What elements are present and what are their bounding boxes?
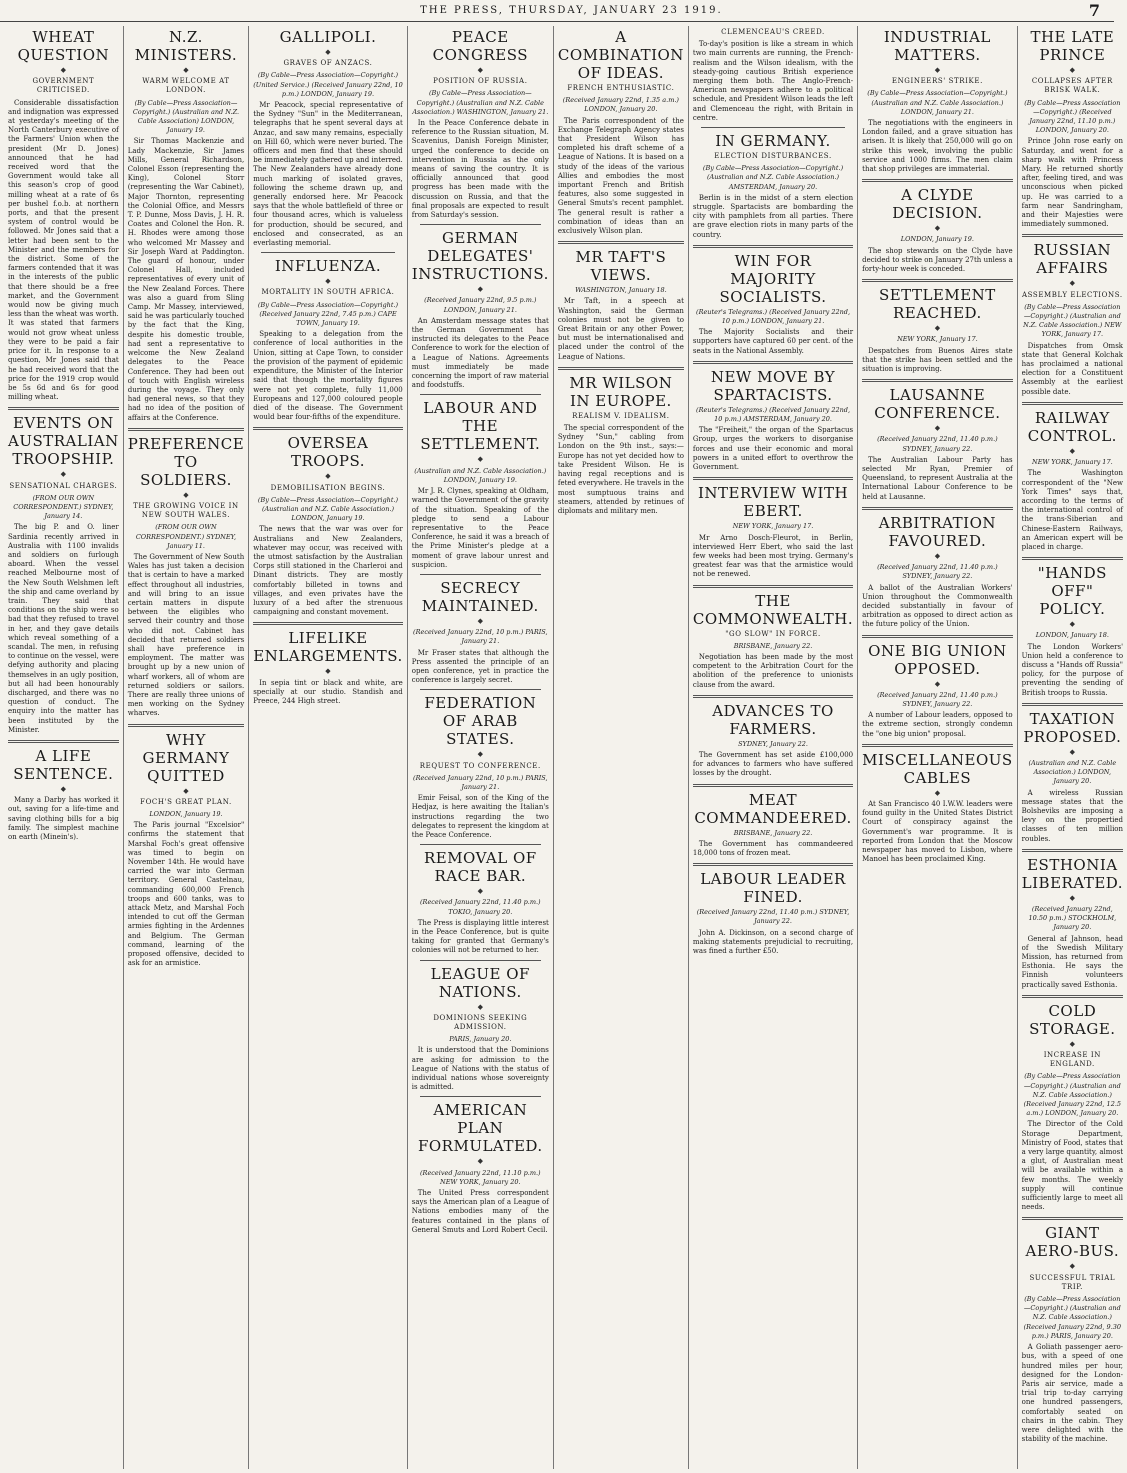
newspaper-column xyxy=(408,26,554,1469)
ornament-divider: ◆ xyxy=(934,424,941,433)
ornament-divider: ◆ xyxy=(325,472,331,481)
article-body: It is understood that the Dominions are asking for admission to the League of Nations with the status of individual nations whose sovereignty is admitted. xyxy=(411,1046,549,1092)
ornament-divider: ◆ xyxy=(934,224,941,233)
article-subhead: INCREASE IN ENGLAND. xyxy=(1043,1051,1101,1069)
ornament-divider: ◆ xyxy=(477,616,483,625)
article-divider xyxy=(8,407,119,410)
article-divider xyxy=(420,960,541,961)
article-headline: IN GERMANY. xyxy=(715,132,831,151)
article-divider xyxy=(1022,402,1123,405)
article-dateline: (By Cable—Press Association—Copyright.) (Australian and N.Z. Cable Association.) NEW YORK, January 17. xyxy=(1023,302,1122,339)
ornament-divider: ◆ xyxy=(1069,66,1076,74)
article-body: In the Peace Conference debate in reference to the Russian situation, M. Scavenius, Danish Foreign Minister, urged the conference to decide on intervention in Russia as the only means of saving the country. It is officially announced that good progress has been made with the discussion on Russia, and that the final proposals are expected to result from Saturday's session. xyxy=(411,119,549,220)
article-headline: RUSSIAN AFFAIRS xyxy=(1033,241,1112,278)
article-dateline: NEW YORK, January 17. xyxy=(732,522,814,531)
article xyxy=(128,724,245,969)
article-divider xyxy=(693,585,853,588)
article-divider xyxy=(261,252,395,253)
article-headline: LEAGUE OF NATIONS. xyxy=(430,964,530,1001)
article xyxy=(693,361,853,472)
article-divider xyxy=(420,574,541,575)
article-divider xyxy=(420,1096,541,1097)
article-body: Mr J. R. Clynes, speaking at Oldham, warned the Government of the gravity of the situation. Speaking of the pledge to send a Labour representative to the Peace Conference, he said it was a breach of the Prime Minister's pledge at a moment of grave labour unrest and suspicion. xyxy=(411,487,549,569)
article-subhead: THE GROWING VOICE IN NEW SOUTH WALES. xyxy=(133,501,239,520)
article-dateline: (By Cable—Press Association—Copyright.) (Australian and N.Z. Cable Association.) WASHINGTON, January 21. xyxy=(412,89,549,116)
article-headline: AMERICAN PLAN FORMULATED. xyxy=(417,1101,543,1156)
article xyxy=(1022,402,1123,552)
article-body: John A. Dickinson, on a second charge of making statements prejudicial to recruiting, was fined a further £50. xyxy=(692,928,854,955)
article-headline: LABOUR LEADER FINED. xyxy=(700,870,846,907)
newspaper-column xyxy=(249,26,408,1469)
ornament-divider: ◆ xyxy=(1069,1262,1076,1271)
article-headline: LAUSANNE CONFERENCE. xyxy=(874,386,1001,423)
article-body: The big P. and O. liner Sardinia recently arrived in Australia with 1100 invalids and soldiers on furlough aboard. When the vessel reached Melbourne most of the New South Welshmen left the ship and came overland by train. They said that conditions on the ship were so bad that they refused to travel in her, and they gave details which reveal something of a scandal. The men, in refusing to continue on the vessel, were defying authority and placing themselves in an ugly position, but all had been honourably discharged, and there was no question of conduct. The enquiry into the matter has been instituted by the Minister. xyxy=(8,523,119,734)
article-headline: SETTLEMENT REACHED. xyxy=(878,286,996,323)
article-divider xyxy=(8,740,119,743)
article-body: A Goliath passenger aero-bus, with a speed of one hundred miles per hour, designed for the London-Paris air service, made a trial trip to-day carrying one hundred passengers, comfortably seated on chairs in the cabin. They were delighted with the stability of the machine. xyxy=(1021,1343,1124,1444)
article-body: The Government has set aside £100,000 for advances to farmers who have suffered losses by the drought. xyxy=(692,750,854,778)
article-divider xyxy=(1022,1217,1123,1220)
article-dateline: (By Cable—Press Association—Copyright.) (Australian and N.Z. Cable Association.) LONDON, January 19. xyxy=(257,495,399,523)
ornament-divider: ◆ xyxy=(1069,620,1076,629)
article xyxy=(693,695,853,779)
ornament-divider: ◆ xyxy=(60,785,67,793)
ornament-divider: ◆ xyxy=(183,490,189,499)
article-body: Mr Peacock, special representative of the Sydney "Sun" in the Mediterranean, telegraphs that he spent several days at Anzac, and saw many remains, especially on Hill 60, which were never buried. The officers and men find that these should be immediately gathered up and interred. The New Zealanders have already done much marking of isolated graves, following the scheme drawn up, and generally endorsed here. Mr Peacock says that the whole battlefield of three or four thousand acres, which is valueless for production, should be secured, and enclosed and consecrated, as an everlasting memorial. xyxy=(253,101,403,248)
article-divider xyxy=(862,507,1013,510)
article-body: The London Workers' Union held a conference to discuss a "Hands off Russia" policy, for the purpose of preventing the sending of British troops to Russia. xyxy=(1021,642,1124,697)
article-dateline: NEW YORK, January 17. xyxy=(897,335,978,344)
ornament-divider: ◆ xyxy=(477,887,483,896)
article-headline: REMOVAL OF RACE BAR. xyxy=(423,849,537,886)
article xyxy=(693,127,853,240)
article-dateline: LONDON, January 19. xyxy=(149,810,223,818)
newspaper-column xyxy=(689,26,858,1469)
article-body: The Australian Labour Party has selected Mr Ryan, Premier of Queensland, to represent Australia at the International Labour Conference to be held at Lausanne. xyxy=(862,455,1013,501)
article xyxy=(862,28,1013,174)
article xyxy=(693,245,853,356)
article-headline: THE COMMONWEALTH. xyxy=(692,591,854,628)
article-headline: PREFERENCE TO SOLDIERS. xyxy=(127,434,245,489)
article-dateline: LONDON, January 18. xyxy=(1035,631,1109,640)
article-dateline: (Received January 22nd, 11.40 p.m.) SYDNEY, January 22. xyxy=(877,690,998,708)
article-body: At San Francisco 40 I.W.W. leaders were found guilty in the United States District Court of conspiracy against the Government's war programme. It is reported from London that the Moscow newspaper has moved to Lisbon, where Manoel has been proclaimed King. xyxy=(862,799,1013,864)
ornament-divider: ◆ xyxy=(477,66,483,74)
article-body: The Press is displaying little interest in the Peace Conference, but is quite taking for granted that Germany's colonies will not be returned to her. xyxy=(411,918,549,955)
article-body: The Washington correspondent of the "New York Times" says that, according to the terms of the international control of the trans-Siberian and Chinese-Eastern Railways, an American expert will be placed in charge. xyxy=(1021,469,1124,551)
article xyxy=(862,507,1013,630)
article-body: Considerable dissatisfaction and indignation was expressed at yesterday's meeting of the North Canterbury executive of the Farmers' Union when the president (Mr D. Jones) announced that he had received word that the Government would take all this season's crop of good milling wheat at a rate of 6s per bushel f.o.b. at northern ports, and that the present system of control would be followed. Mr Jones said that a letter had been sent to the Minister and the members for the district. Some of the farmers contended that it was in the interests of the public that there should be a free market, and the Government would now be giving much less than the wheat was worth. It was stated that farmers would not grow wheat unless they were to be paid a fair price for it. In response to a question, Mr Jones said that he had received word that the price for the 1919 crop would be 5s 6d and 6s for good milling wheat. xyxy=(8,98,119,402)
article-divider xyxy=(558,367,684,370)
article-divider xyxy=(128,724,245,727)
article-dateline: (Received January 22nd, 9.5 p.m.) LONDON, January 21. xyxy=(424,296,537,314)
ornament-divider: ◆ xyxy=(934,324,941,333)
article-divider xyxy=(693,863,853,866)
article xyxy=(693,863,853,956)
article-headline: LIFELIKE ENLARGEMENTS. xyxy=(253,629,403,666)
article-divider xyxy=(862,635,1013,638)
ornament-divider: ◆ xyxy=(60,470,67,479)
ornament-divider: ◆ xyxy=(934,679,941,688)
article-headline: WHY GERMANY QUITTED xyxy=(142,730,230,785)
article-divider xyxy=(693,477,853,480)
article xyxy=(253,28,403,248)
article xyxy=(1022,28,1123,229)
article-divider xyxy=(1022,557,1123,560)
article-body: Mr Taft, in a speech at Washington, said the German colonies must not be given to Great Britain or any other Power, but must be internationalised and placed under the control of the League of Nations. xyxy=(557,297,684,361)
article-divider xyxy=(420,224,541,225)
article xyxy=(693,477,853,579)
article-headline: OVERSEA TROOPS. xyxy=(287,434,369,471)
article-body: The news that the war was over for Australians and New Zealanders, whatever may occur, was received with the utmost satisfaction by the Australian Corps still stationed in the Charleroi and Dinant districts. They are mostly comfortably billeted in towns and villages, and even privates have the luxury of a bed after the strenuous campaigning and constant movement. xyxy=(253,525,403,617)
newspaper-column xyxy=(858,26,1018,1469)
article-headline: MEAT COMMANDEERED. xyxy=(694,790,852,827)
article-dateline: BRISBANE, January 22. xyxy=(733,828,813,837)
article-headline: PEACE CONGRESS xyxy=(432,28,529,64)
ornament-divider: ◆ xyxy=(1069,893,1076,902)
article-dateline: (Received January 22nd, 11.40 p.m.) SYDNEY, January 22. xyxy=(877,435,998,453)
article-dateline: (FROM OUR OWN CORRESPONDENT.) SYDNEY, January 11. xyxy=(135,523,237,550)
article-body: Speaking to a delegation from the conference of local authorities in the Union, sitting at Cape Town, to consider the provision of the payment of epidemic expenditure, the Minister of the Interior said that though the mortality figures were not yet complete, fully 11,000 Europeans and 127,000 coloured people died of the disease. The Government would bear four-fifths of the expenditure. xyxy=(253,330,403,422)
article xyxy=(253,252,403,422)
article-body: The Majority Socialists and their supporters have captured 60 per cent. of the seats in the National Assembly. xyxy=(692,328,854,355)
article-headline: ADVANCES TO FARMERS. xyxy=(712,701,834,738)
article-body: The Government has commandeered 18,000 tons of frozen meat. xyxy=(692,839,854,857)
article xyxy=(412,28,549,220)
article-subhead: CLEMENCEAU'S CREED. xyxy=(721,28,825,36)
article-body: Despatches from Buenos Aires state that the strike has been settled and the situation is improving. xyxy=(862,346,1013,374)
article-divider xyxy=(558,241,684,244)
article-headline: FEDERATION OF ARAB STATES. xyxy=(424,694,537,749)
article-body: The shop stewards on the Clyde have decided to strike on January 27th unless a forty-hour week is conceded. xyxy=(862,246,1013,274)
ornament-divider: ◆ xyxy=(325,48,331,56)
article xyxy=(862,744,1013,865)
article-body: Prince John rose early on Saturday, and went for a sharp walk with Princess Mary. He returned shortly after, feeling tired, and was unconscious when picked up. He was carried to a farm near Sandringham, and their Majesties were immediately summoned. xyxy=(1021,137,1124,229)
article-dateline: SYDNEY, January 22. xyxy=(738,739,808,748)
article-dateline: (Received January 22nd, 10 p.m.) PARIS, January 21. xyxy=(413,628,548,646)
article-headline: NEW MOVE BY SPARTACISTS. xyxy=(710,367,836,404)
article-dateline: WASHINGTON, January 18. xyxy=(575,286,667,295)
article xyxy=(1022,557,1123,698)
article-body: The Director of the Cold Storage Department, Ministry of Food, states that a very large quantity, almost a glut, of Australian meat will be available within a few months. The weekly supply will continue sufficiently large to meet all needs. xyxy=(1021,1120,1124,1212)
newspaper-column xyxy=(124,26,250,1469)
article xyxy=(8,740,119,842)
article-subhead: WARM WELCOME AT LONDON. xyxy=(142,77,230,95)
article-dateline: NEW YORK, January 17. xyxy=(1032,458,1113,467)
article-body: A number of Labour leaders, opposed to the extreme section, strongly condemn the "one big union" proposal. xyxy=(862,711,1013,738)
article-headline: SECRECY MAINTAINED. xyxy=(421,578,539,615)
article-headline: MISCELLANEOUS CABLES xyxy=(862,750,1013,787)
article-dateline: (Received January 22nd, 11.10 p.m.) NEW YORK, January 20. xyxy=(420,1168,541,1186)
article-divider xyxy=(128,428,245,431)
columns-container xyxy=(4,26,1124,1469)
article xyxy=(1022,703,1123,844)
article-dateline: (Australian and N.Z. Cable Association.) LONDON, January 19. xyxy=(414,466,547,484)
article-divider xyxy=(1022,849,1123,852)
article-divider xyxy=(420,844,541,845)
ornament-divider: ◆ xyxy=(325,667,331,676)
newspaper-column xyxy=(554,26,689,1469)
article-dateline: (By Cable—Press Association—Copyright.) (United Service.) (Received January 22nd, 10 p.m.) LONDON, January 19. xyxy=(253,71,403,98)
article-divider xyxy=(1022,703,1123,706)
article-divider xyxy=(862,379,1013,382)
masthead-title: THE PRESS, THURSDAY, JANUARY 23 1919. xyxy=(420,5,723,16)
article xyxy=(558,367,684,516)
article-dateline: (By Cable—Press Association—Copyright.) (Australian and N.Z. Cable Association) LONDON, January 19. xyxy=(132,98,240,135)
article xyxy=(1022,1217,1123,1444)
article xyxy=(1022,234,1123,396)
article-body: Many a Darby has worked it out, saving for a life-time and saving clothing bills for a big family. The simplest machine on earth (Minein's). xyxy=(8,796,119,842)
article-body: Mr Arno Dosch-Fleurot, in Berlin, interviewed Herr Ebert, who said the last few weeks had been most trying. Germany's greatest fear was that the armistice would not be renewed. xyxy=(692,533,854,579)
article-subhead: GRAVES OF ANZACS. xyxy=(283,59,373,68)
article xyxy=(253,427,403,617)
article-body: Sir Thomas Mackenzie and Lady Mackenzie, Sir James Mills, General Richardson, Colonel Esson (representing the King), Colonel Storr (representing the War Cabinet), Major Thornton, representing the Colonial Office, and Messrs T. P. Dunne, Moss Davis, J. H. R. Coates and Colonel the Hon. R. H. Rhodes were among those who welcomed Mr Massey and Sir Joseph Ward at Paddington. The guard of honour, under Colonel Hall, included representatives of every unit of the New Zealand Forces. There was also a guard from Sling Camp. Mr Massey, interviewed, said he was particularly touched by the fact that the King, despite his domestic trouble, had sent a representative to welcome the New Zealand delegates to the Peace Conference. They had been out of touch with English wireless during the voyage. They only had general news, so that they had no idea of the position of affairs at the Conference. xyxy=(127,137,245,422)
article-headline: LABOUR AND THE SETTLEMENT. xyxy=(420,399,541,454)
ornament-divider: ◆ xyxy=(934,788,941,797)
article xyxy=(1022,995,1123,1213)
ornament-divider: ◆ xyxy=(477,455,483,464)
article-dateline: PARIS, January 20. xyxy=(449,1035,512,1044)
article-divider xyxy=(862,744,1013,747)
masthead xyxy=(0,0,1114,22)
article-divider xyxy=(862,179,1013,182)
ornament-divider: ◆ xyxy=(1069,747,1076,756)
article-divider xyxy=(693,784,853,787)
article-dateline: (By Cable—Press Association—Copyright.) (Received January 22nd, 11.10 p.m.) LONDON, January 20. xyxy=(1024,98,1121,135)
article-subhead: ELECTION DISTURBANCES. xyxy=(714,152,832,161)
article-body: General af Jahnson, head of the Swedish Military Mission, has returned from Esthonia. He says the Finnish volunteers practically saved Esthonia. xyxy=(1021,934,1124,989)
article-headline: A COMBINATION OF IDEAS. xyxy=(557,28,684,82)
ornament-divider: ◆ xyxy=(1069,1039,1076,1048)
article-headline: MR WILSON IN EUROPE. xyxy=(569,373,673,410)
article-divider xyxy=(693,361,853,364)
article-subhead: COLLAPSES AFTER BRISK WALK. xyxy=(1031,77,1113,95)
article-dateline: (Reuter's Telegrams.) (Received January 22nd, 10 p.m.) AMSTERDAM, January 20. xyxy=(696,405,851,424)
ornament-divider: ◆ xyxy=(325,277,331,286)
article-body: To-day's position is like a stream in which two main currents are running, the French-realism and the Wilson idealism, with the steady-going cautious British experience merging them both. The Anglo-French-American newspapers adhere to a political schedule, and President Wilson leads the left and Clemenceau the right, with Britain in centre. xyxy=(692,40,854,122)
article-body: The Paris journal "Excelsior" confirms the statement that Marshal Foch's great offensive was timed to begin on November 14th. He would have carried the war into German territory. General Castelnau, commanding 600,000 French troops and 600 tanks, was to attack Metz, and Marshal Foch intended to cut off the German armies fighting in the Ardennes and Belgium. The German command, learning of the proposed offensive, decided to ask for an armistice. xyxy=(127,821,245,968)
article-subhead: SUCCESSFUL TRIAL TRIP. xyxy=(1029,1273,1116,1291)
article xyxy=(862,379,1013,502)
article-headline: WIN FOR MAJORITY SOCIALISTS. xyxy=(719,251,827,306)
article-divider xyxy=(701,127,845,128)
article-divider xyxy=(693,245,853,248)
article-body: Berlin is in the midst of a stern election struggle. Spartacists are bombarding the city with pamphlets from all parties. There are grave election riots in many parts of the country. xyxy=(692,193,854,239)
article xyxy=(693,28,853,123)
newspaper-column xyxy=(1018,26,1127,1469)
article xyxy=(128,428,245,719)
ornament-divider: ◆ xyxy=(60,66,67,74)
article xyxy=(558,241,684,362)
article-headline: THE LATE PRINCE xyxy=(1030,28,1115,64)
article-headline: GALLIPOLI. xyxy=(279,28,377,46)
article-dateline: (By Cable—Press Association—Copyright.) (Australian and N.Z. Cable Association.) LONDON, January 21. xyxy=(867,89,1008,116)
ornament-divider: ◆ xyxy=(477,285,483,294)
ornament-divider: ◆ xyxy=(183,786,189,795)
article xyxy=(693,784,853,859)
article-body: The special correspondent of the Sydney "Sun," cabling from London on the 9th inst., says:— Europe has not yet decided how to take President Wilson. He is having regal receptions and is feted everywhere. He travels in the most sumptuous trains and steamers, attended by retinues of diplomats and military men. xyxy=(557,424,684,515)
article-divider xyxy=(253,427,403,430)
article-headline: A CLYDE DECISION. xyxy=(892,186,983,223)
article-headline: INFLUENZA. xyxy=(274,257,382,276)
ornament-divider: ◆ xyxy=(477,750,483,759)
ornament-divider: ◆ xyxy=(183,66,189,74)
article-body: A ballot of the Australian Workers' Union throughout the Commonwealth decided substantially in favour of arbitration as opposed to direct action as the future policy of the Union. xyxy=(862,583,1013,629)
article-dateline: (Received January 22nd, 10 p.m.) PARIS, January 21. xyxy=(413,773,548,791)
article-body: The negotiations with the engineers in London failed, and a grave situation has arisen. It is likely that 250,000 will go on strike this week, involving the public service and 1000 firms. The men claim that shop privileges are immaterial. xyxy=(862,119,1013,174)
page-number: 7 xyxy=(1088,1,1100,20)
article-subhead: DEMOBILISATION BEGINS. xyxy=(270,483,386,492)
article xyxy=(412,574,549,685)
article-headline: ARBITRATION FAVOURED. xyxy=(878,513,997,550)
article-dateline: (By Cable—Press Association—Copyright.) (Australian and N.Z. Cable Association.) (Received January 22nd, 12.5 a.m.) LONDON, January 20. xyxy=(1023,1072,1122,1118)
ornament-divider: ◆ xyxy=(477,1002,483,1011)
article xyxy=(412,394,549,569)
article xyxy=(862,635,1013,739)
article-subhead: REQUEST TO CONFERENCE. xyxy=(419,761,541,770)
article xyxy=(1022,849,1123,990)
article-headline: ESTHONIA LIBERATED. xyxy=(1021,855,1124,892)
article-dateline: (Australian and N.Z. Cable Association.) LONDON, January 20. xyxy=(1028,758,1117,786)
article-headline: A LIFE SENTENCE. xyxy=(13,747,114,783)
article-subhead: POSITION OF RUSSIA. xyxy=(433,77,528,86)
article-subhead: REALISM V. IDEALISM. xyxy=(572,411,670,420)
article-headline: COLD STORAGE. xyxy=(1029,1001,1116,1038)
article-body: The United Press correspondent says the American plan of a League of Nations embodies many of the features contained in the plans of General Smuts and Lord Robert Cecil. xyxy=(411,1189,549,1234)
article-headline: TAXATION PROPOSED. xyxy=(1023,709,1122,746)
article xyxy=(412,224,549,390)
article-dateline: (FROM OUR OWN CORRESPONDENT.) SYDNEY, January 14. xyxy=(13,493,114,521)
article xyxy=(412,844,549,955)
article-divider xyxy=(1022,995,1123,998)
article-subhead: GOVERNMENT CRITICISED. xyxy=(32,77,95,95)
article xyxy=(8,28,119,402)
article-dateline: (Received January 22nd, 11.40 p.m.) SYDNEY, January 22. xyxy=(877,563,998,581)
article-dateline: (Received January 22nd, 11.40 p.m.) TOKIO, January 20. xyxy=(420,898,541,916)
article-dateline: (Received January 22nd, 11.40 p.m.) SYDNEY, January 22. xyxy=(696,908,850,926)
ornament-divider: ◆ xyxy=(934,551,941,560)
article-body: Mr Fraser states that although the Press assented the principle of an open conference, yet in practice the conference is largely secret. xyxy=(411,648,549,685)
article-dateline: (Received January 22nd, 1.35 a.m.) LONDON, January 20. xyxy=(562,96,679,114)
article-headline: N.Z. MINISTERS. xyxy=(134,28,238,64)
article-dateline: (Received January 22nd, 10.50 p.m.) STOCKHOLM, January 20. xyxy=(1028,904,1117,932)
article-headline: INTERVIEW WITH EBERT. xyxy=(697,484,849,521)
article-dateline: (By Cable—Press Association—Copyright.) (Received January 22nd, 7.45 p.m.) CAPE TOWN, January 19. xyxy=(257,300,399,328)
article-dateline: (By Cable—Press Association—Copyright.) (Australian and N.Z. Cable Association.) AMSTERDAM, January 20. xyxy=(702,164,844,191)
article-headline: GERMAN DELEGATES' INSTRUCTIONS. xyxy=(411,229,549,284)
article-body: The "Freiheit," the organ of the Spartacus Group, urges the workers to disorganise forces and use their economic and moral powers in a united effort to overthrow the Government. xyxy=(692,426,854,472)
article-body: Dispatches from Omsk state that General Kolchak has proclaimed a national election for a Constituent Assembly at the earliest possible date. xyxy=(1021,341,1124,396)
article-dateline: BRISBANE, January 22. xyxy=(733,641,813,650)
article-subhead: "GO SLOW" IN FORCE. xyxy=(725,629,821,638)
article xyxy=(412,1096,549,1235)
article-subhead: ASSEMBLY ELECTIONS. xyxy=(1022,290,1123,299)
article-body: Negotiation has been made by the most competent to the Arbitration Court for the abolition of the preference to unionists clause from the award. xyxy=(692,652,854,689)
article-body: A wireless Russian message states that the Bolsheviks are imposing a levy on the propertied classes of ten million roubles. xyxy=(1021,788,1124,843)
article-subhead: FOCH'S GREAT PLAN. xyxy=(140,797,232,806)
article-body: An Amsterdam message states that the German Government has instructed its delegates to the Peace Conference to work for the election of a League of Nations. Agreements must immediately be made concerning the import of raw material and foodstuffs. xyxy=(411,316,549,390)
ornament-divider: ◆ xyxy=(1069,279,1076,288)
article xyxy=(128,28,245,423)
article-body: The Government of New South Wales has just taken a decision that is certain to have a marked effect throughout all industries, and will bring to an issue certain matters in dispute between the eligibles who served their country and those who did not. Cabinet has decided that returned soldiers shall have preference in employment. The matter was brought up by a new union of wharf workers, all of whom are returned soldiers or sailors. There are really three unions of men working on the Sydney wharves. xyxy=(127,552,245,718)
ornament-divider: ◆ xyxy=(1069,446,1076,455)
article-body: In sepia tint or black and white, are specially at our studio. Standish and Preece, 244 High street. xyxy=(253,678,403,705)
article-headline: "HANDS OFF" POLICY. xyxy=(1037,564,1107,619)
article xyxy=(558,28,684,236)
article-dateline: (Reuter's Telegrams.) (Received January 22nd, 10 p.m.) LONDON, January 21. xyxy=(696,307,851,326)
article-divider xyxy=(420,689,541,690)
article-headline: GIANT AERO-BUS. xyxy=(1025,1224,1120,1261)
article-divider xyxy=(253,622,403,625)
ornament-divider: ◆ xyxy=(934,66,941,74)
article xyxy=(693,585,853,690)
article-headline: INDUSTRIAL MATTERS. xyxy=(883,28,991,64)
article xyxy=(253,622,403,706)
article-subhead: SENSATIONAL CHARGES. xyxy=(9,481,118,490)
article-headline: WHEAT QUESTION xyxy=(17,28,110,64)
article-headline: RAILWAY CONTROL. xyxy=(1027,408,1117,445)
article-divider xyxy=(1022,234,1123,237)
article-divider xyxy=(693,695,853,698)
article-divider xyxy=(420,394,541,395)
article-headline: MR TAFT'S VIEWS. xyxy=(575,248,667,285)
article xyxy=(862,179,1013,274)
article-subhead: ENGINEERS' STRIKE. xyxy=(891,77,983,86)
article-subhead: DOMINIONS SEEKING ADMISSION. xyxy=(433,1013,528,1031)
article xyxy=(412,960,549,1093)
article xyxy=(412,689,549,840)
ornament-divider: ◆ xyxy=(477,1157,483,1166)
article-body: Emir Feisal, son of the King of the Hedjaz, is here awaiting the Italian's instructions regarding the two delegates to represent the kingdom at the Peace Conference. xyxy=(411,794,549,839)
article-subhead: MORTALITY IN SOUTH AFRICA. xyxy=(261,288,395,297)
article-headline: EVENTS ON AUSTRALIAN TROOPSHIP. xyxy=(8,414,119,469)
article-headline: ONE BIG UNION OPPOSED. xyxy=(868,641,1007,678)
newspaper-column xyxy=(4,26,124,1469)
article-divider xyxy=(862,279,1013,282)
article-subhead: FRENCH ENTHUSIASTIC. xyxy=(567,84,675,92)
article-dateline: LONDON, January 19. xyxy=(900,235,974,244)
article xyxy=(862,279,1013,374)
article xyxy=(8,407,119,735)
article-dateline: (By Cable—Press Association—Copyright.) (Australian and N.Z. Cable Association.) (Received January 22nd, 9.30 p.m.) PARIS, January 20. xyxy=(1023,1295,1122,1340)
article-body: The Paris correspondent of the Exchange Telegraph Agency states that President Wilson has completed his draft scheme of a League of Nations. It is based on a study of the ideas of the various Allies and embodies the most important French and British features, also some suggested in General Smuts's recent pamphlet. The general result is rather a combination of ideas than an exclusively Wilson plan. xyxy=(557,116,684,236)
